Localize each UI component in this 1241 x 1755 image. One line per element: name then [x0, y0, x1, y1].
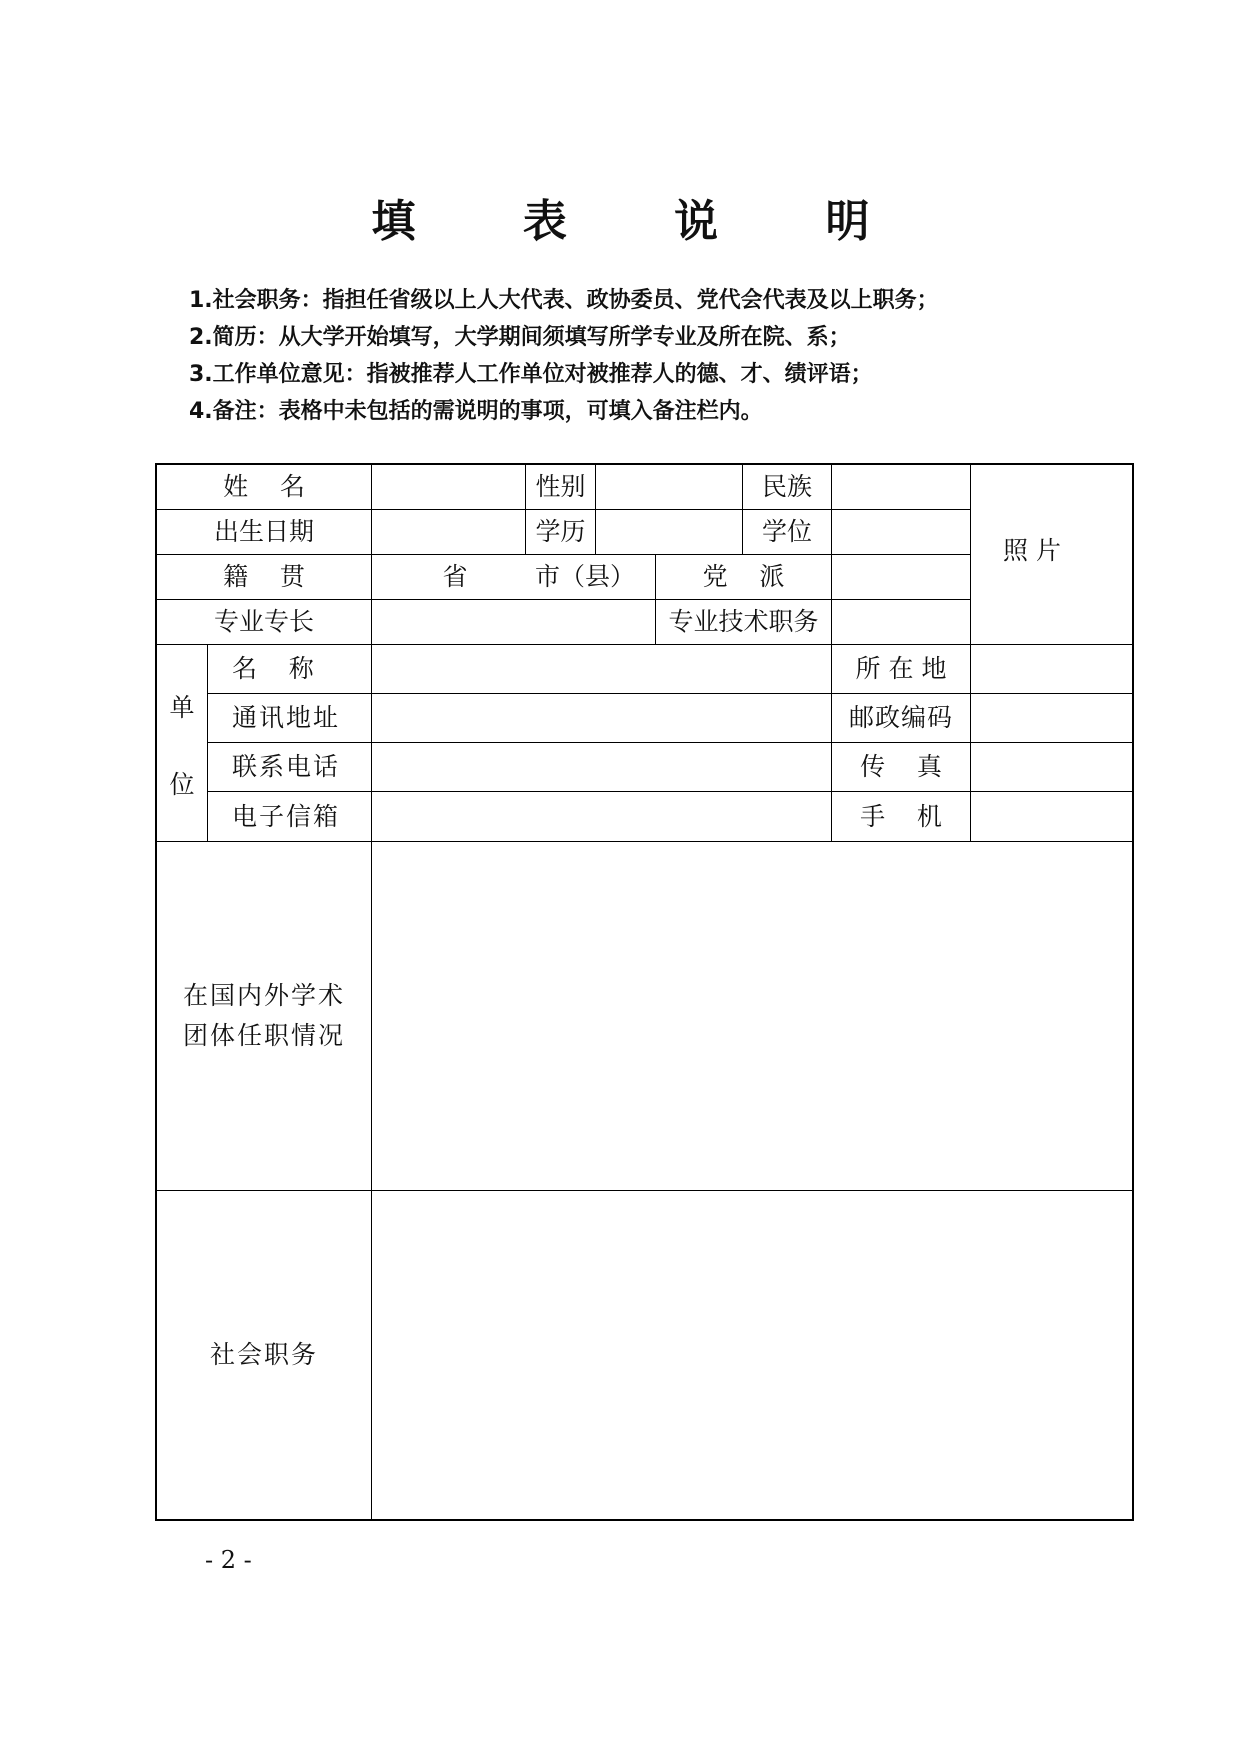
degree-field[interactable] — [832, 510, 970, 554]
party-label: 党 派 — [702, 562, 785, 591]
social-positions-label: 社会职务 — [209, 1340, 318, 1369]
education-field[interactable] — [596, 510, 742, 554]
gender-label: 性别 — [535, 472, 586, 501]
academic-label-line-2: 团体任职情况 — [182, 1021, 345, 1050]
email-field[interactable] — [372, 792, 831, 841]
title-label: 专业技术职务 — [668, 607, 819, 636]
name-label: 姓 名 — [223, 472, 305, 501]
academic-label-line-1: 在国内外学术 — [182, 981, 345, 1010]
academic-positions-field[interactable] — [372, 842, 1132, 1190]
note-3: 3.工作单位意见：指被推荐人工作单位对被推荐人的德、才、绩评语； — [189, 362, 873, 387]
page-number: - 2 - — [205, 1546, 252, 1574]
mobile-field[interactable] — [971, 792, 1132, 841]
address-field[interactable] — [372, 694, 831, 742]
ethnicity-label: 民族 — [761, 472, 812, 501]
address-label: 通讯地址 — [232, 703, 341, 732]
postcode-field[interactable] — [971, 694, 1132, 742]
instructions — [189, 282, 939, 430]
mobile-label: 手 机 — [860, 801, 942, 831]
postcode-label: 邮政编码 — [848, 703, 953, 732]
unit-label-top: 单 — [169, 693, 195, 722]
unit-name-label: 名 称 — [232, 654, 314, 683]
registration-form — [155, 463, 1134, 1521]
photo-label[interactable]: 照 片 — [1003, 535, 1061, 565]
fax-field[interactable] — [971, 743, 1132, 791]
form-border-bottom — [155, 1519, 1134, 1521]
specialty-field[interactable] — [372, 600, 655, 644]
province-label: 省 — [442, 562, 468, 591]
birthdate-label: 出生日期 — [213, 517, 314, 546]
social-positions-field[interactable] — [372, 1191, 1132, 1519]
title-field[interactable] — [832, 600, 970, 644]
academic-positions-label — [157, 842, 371, 1190]
party-field[interactable] — [832, 555, 970, 599]
note-1: 1.社会职务：指担任省级以上人大代表、政协委员、党代会代表及以上职务； — [189, 288, 939, 313]
ethnicity-field[interactable] — [832, 465, 970, 509]
form-border-right — [1132, 463, 1134, 1521]
city-label: 市（县） — [534, 562, 635, 591]
location-field[interactable] — [971, 645, 1132, 693]
birthdate-field[interactable] — [372, 510, 525, 554]
note-2: 2.简历：从大学开始填写，大学期间须填写所学专业及所在院、系； — [189, 325, 851, 350]
phone-label: 联系电话 — [232, 752, 341, 781]
email-label: 电子信箱 — [232, 801, 341, 831]
page-title: 填 表 说 明 — [371, 196, 916, 247]
gender-field[interactable] — [596, 465, 742, 509]
location-label: 所 在 地 — [855, 654, 947, 683]
name-field[interactable] — [372, 465, 525, 509]
native-place-label: 籍 贯 — [223, 562, 305, 591]
education-label: 学历 — [535, 517, 586, 546]
phone-field[interactable] — [372, 743, 831, 791]
unit-name-field[interactable] — [372, 645, 831, 693]
degree-label: 学位 — [761, 517, 812, 546]
specialty-label: 专业专长 — [213, 607, 314, 636]
unit-label-bottom: 位 — [169, 770, 195, 799]
note-4: 4.备注：表格中未包括的需说明的事项，可填入备注栏内。 — [189, 399, 763, 424]
fax-label: 传 真 — [860, 752, 942, 781]
